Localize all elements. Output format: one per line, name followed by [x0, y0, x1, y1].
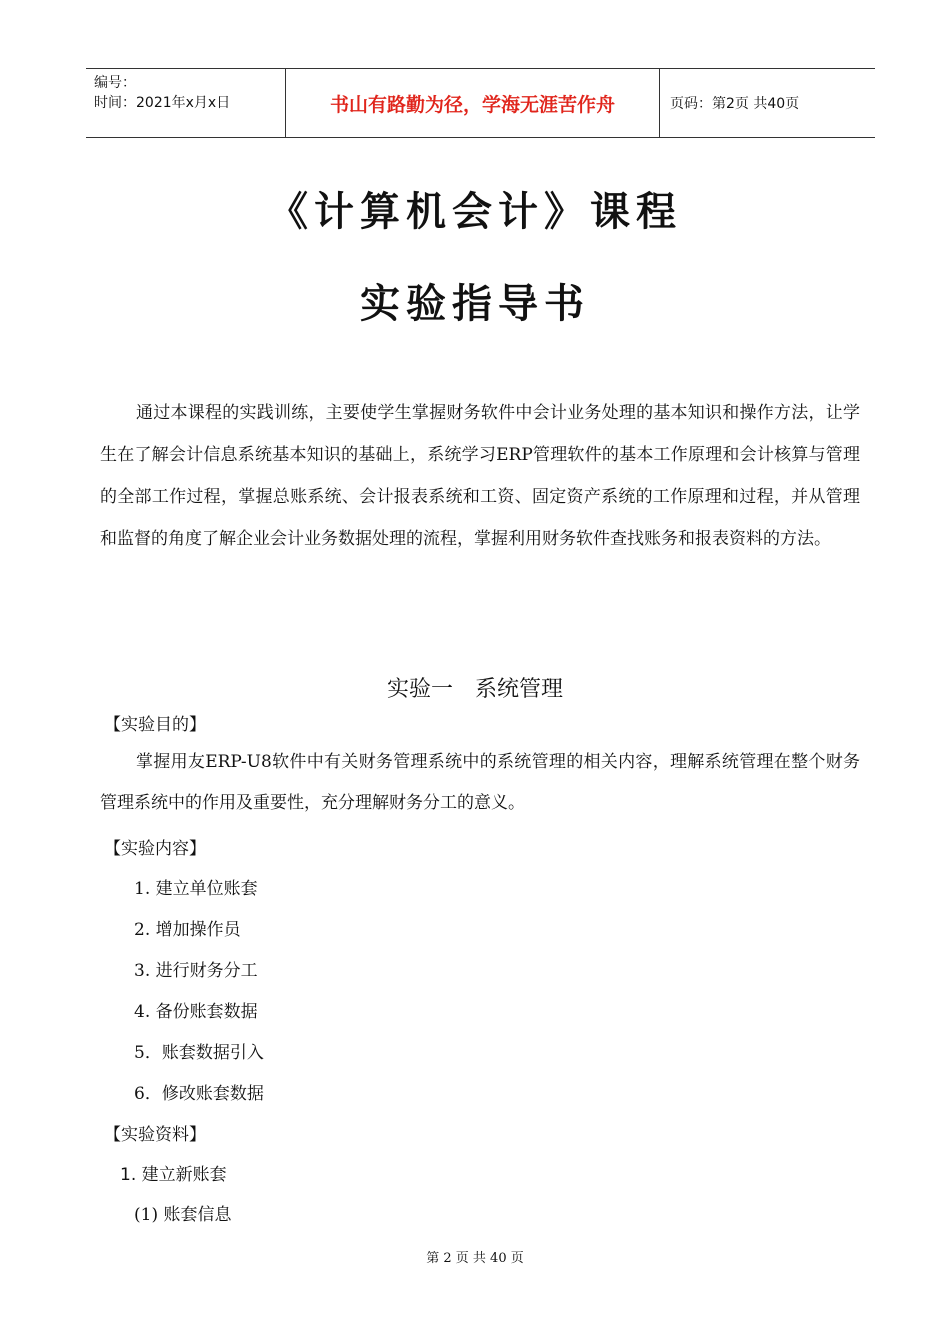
material-subheading: 1. 建立新账套: [120, 1165, 227, 1185]
header-page-info: 页码：第2页 共40页: [670, 96, 800, 112]
header-time-label: 时间：2021年x月x日: [94, 95, 231, 111]
content-heading: 【实验内容】: [104, 839, 206, 859]
section-title: 实验一 系统管理: [386, 677, 563, 702]
document-title: 《计算机会计》课程: [268, 189, 682, 235]
header-code-label: 编号：: [94, 75, 136, 91]
content-item: 4. 备份账套数据: [134, 1002, 258, 1022]
content-item: 1. 建立单位账套: [134, 879, 258, 899]
purpose-paragraph: 掌握用友ERP-U8软件中有关财务管理系统中的系统管理的相关内容，理解系统管理在整个财务管理系统中的作用及重要性，充分理解财务分工的意义。: [100, 752, 860, 813]
content-item: 2. 增加操作员: [134, 920, 241, 940]
content-item: 5．账套数据引入: [134, 1043, 264, 1063]
material-item: (1) 账套信息: [134, 1205, 232, 1225]
page-header: [86, 68, 875, 138]
intro-paragraph: 通过本课程的实践训练，主要使学生掌握财务软件中会计业务处理的基本知识和操作方法，让学生在了解会计信息系统基本知识的基础上，系统学习ERP管理软件的基本工作原理和会计核算与管理的全部工作过程，掌握总账系统、会计报表系统和工资、固定资产系统的工作原理和过程，并从管理和监督的角度了解企业会计业务数据处理的流程，掌握利用财务软件查找账务和报表资料的方法。: [100, 403, 860, 549]
page-footer: 第 2 页 共 40 页: [426, 1251, 524, 1266]
header-meta: [86, 69, 286, 137]
purpose-heading: 【实验目的】: [104, 715, 206, 735]
content-item: 3. 进行财务分工: [134, 961, 258, 981]
content-item: 6．修改账套数据: [134, 1084, 264, 1104]
header-motto: 书山有路勤为径，学海无涯苦作舟: [286, 69, 660, 137]
document-subtitle: 实验指导书: [360, 281, 590, 327]
material-heading: 【实验资料】: [104, 1125, 206, 1145]
